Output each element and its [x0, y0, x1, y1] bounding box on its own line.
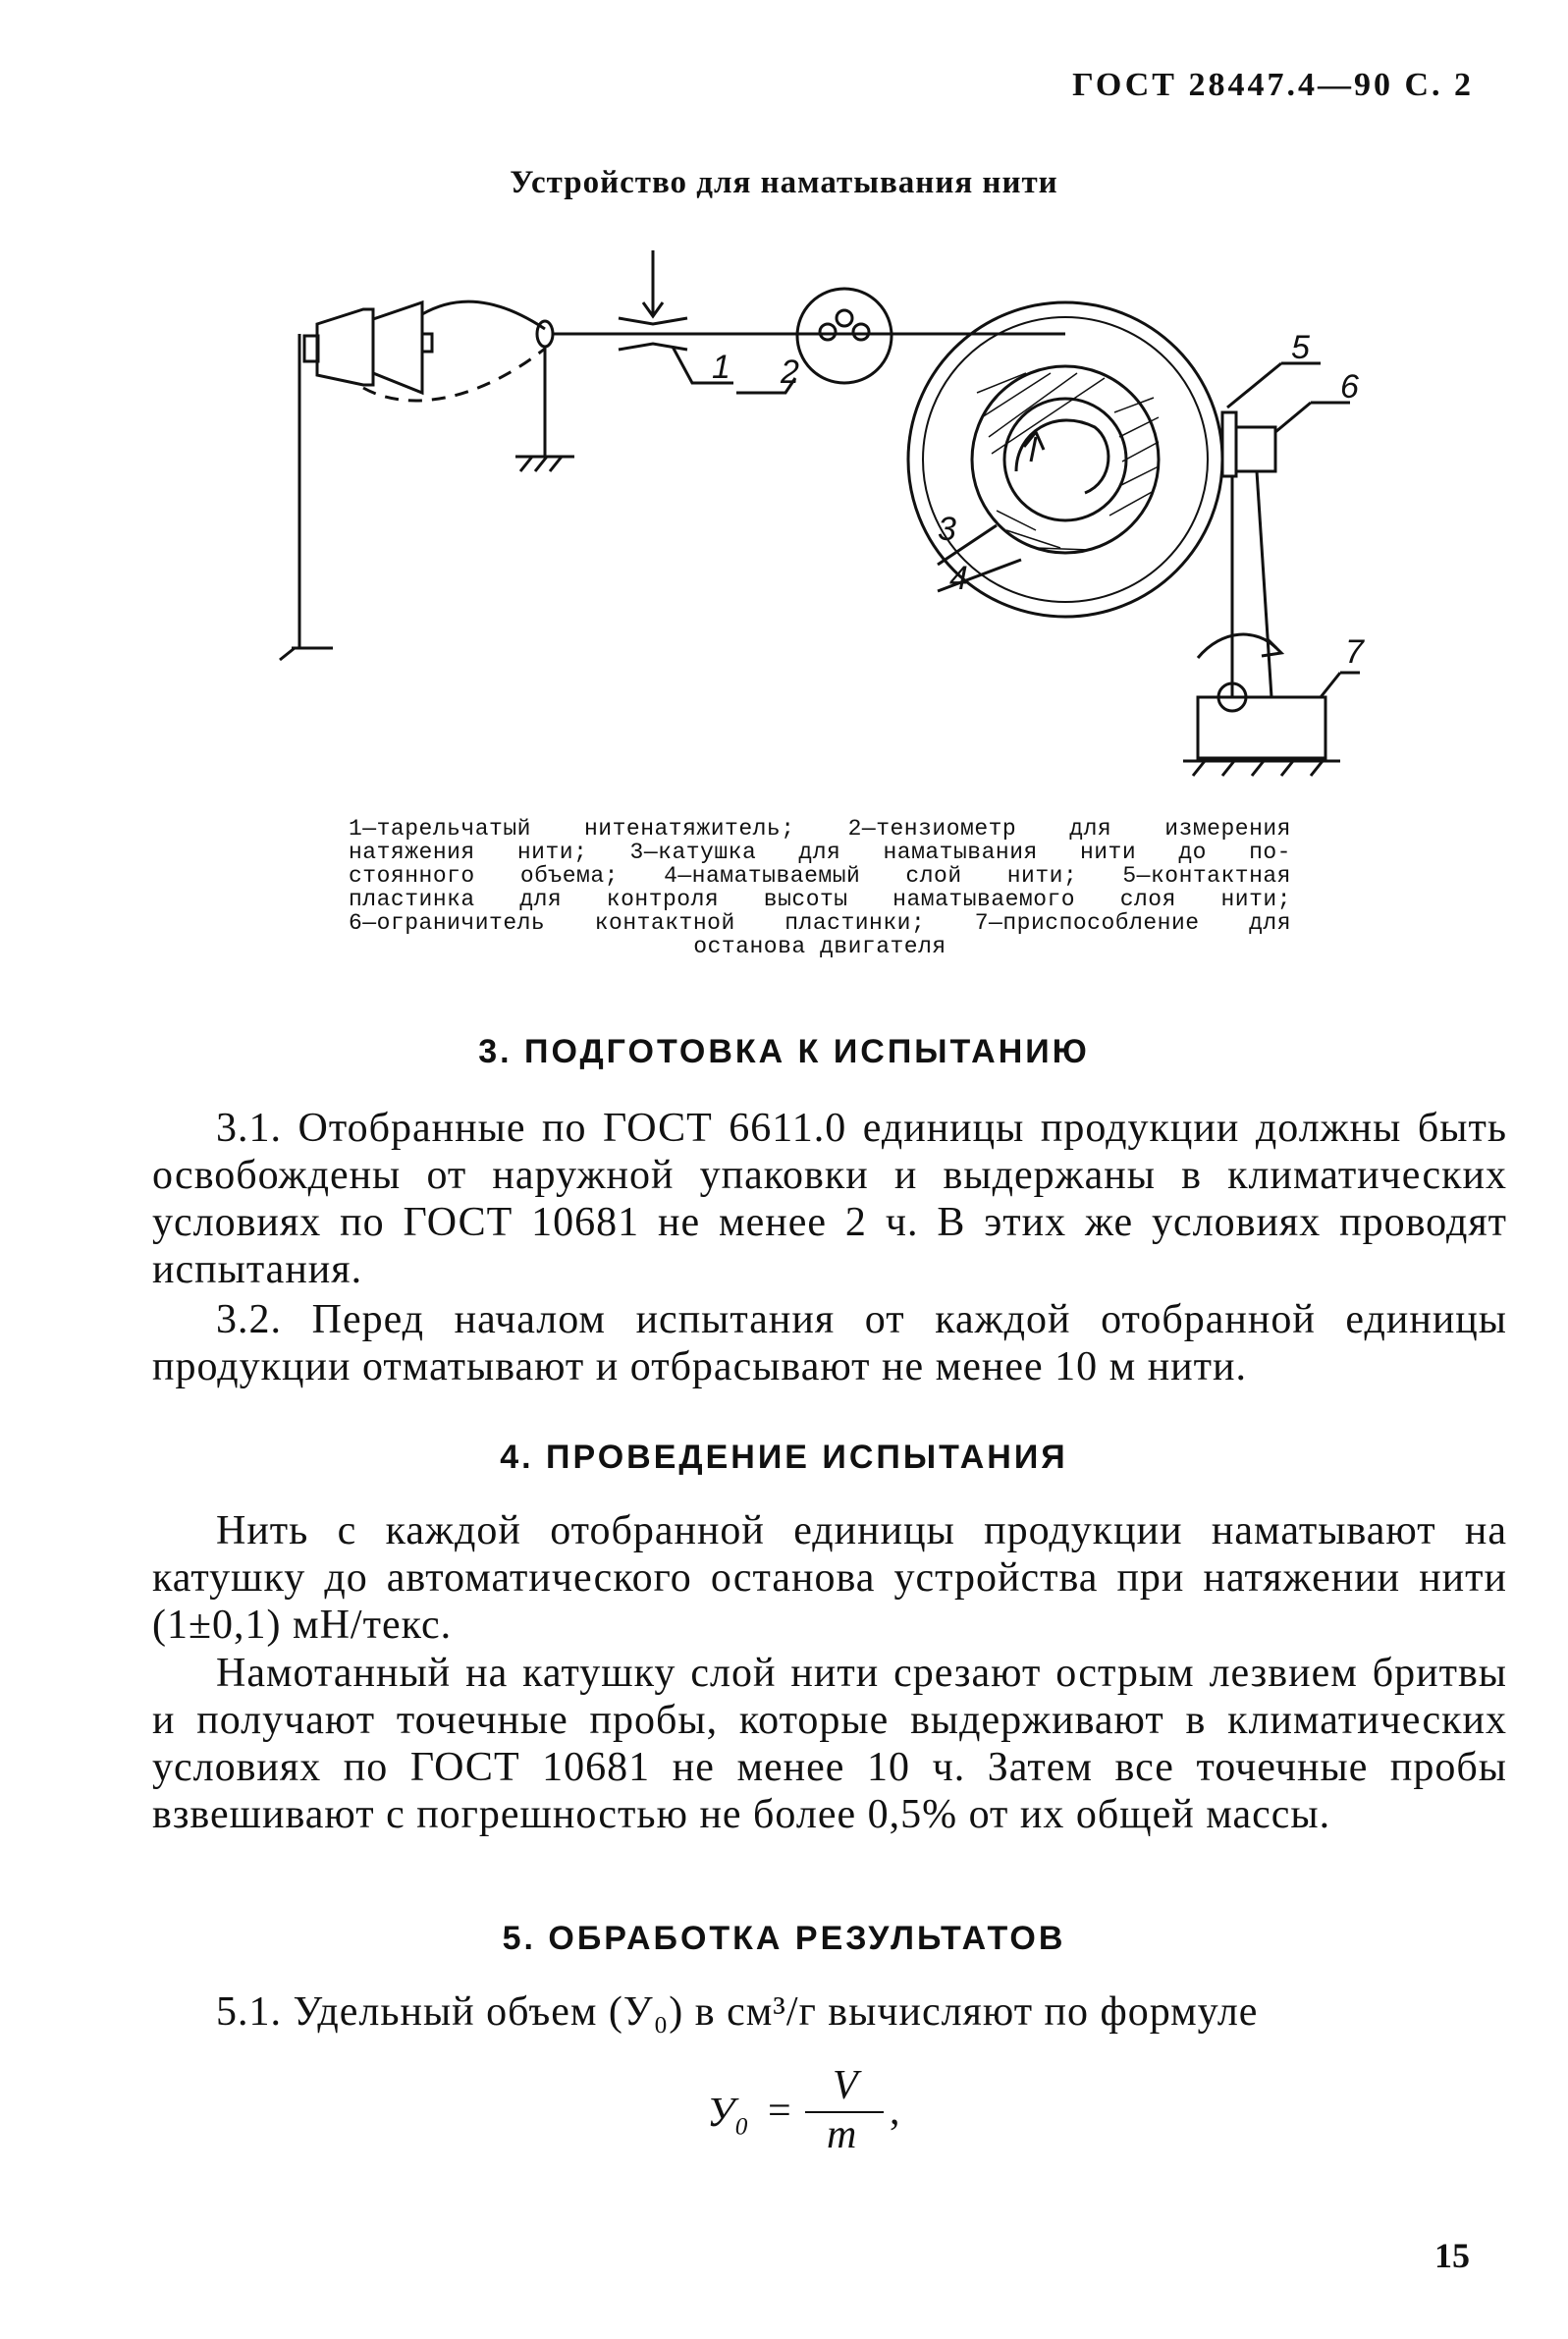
diagram-label-2: 2 — [781, 354, 799, 391]
caption-line: стоянного объема; 4—наматываемый слой нити; 5—контактная — [349, 863, 1291, 889]
section-4-heading: 4. ПРОВЕДЕНИЕ ИСПЫТАНИЯ — [500, 1439, 1068, 1476]
page-number: 15 — [1434, 2236, 1470, 2275]
figure-title: Устройство для наматывания нити — [510, 165, 1058, 200]
caption-line: останова двигателя — [693, 934, 946, 959]
paragraph-text: 5.1. Удельный объем (У₀) в см³/г вычисляют по формуле — [216, 1989, 1259, 2035]
section-3-paragraph-2 — [152, 1296, 1507, 1390]
diagram-label-6: 6 — [1340, 368, 1359, 406]
contact-plate — [1222, 363, 1350, 697]
diagram-label-1: 1 — [712, 349, 730, 386]
formula-comma: , — [890, 2089, 900, 2134]
caption-line: 1—тарельчатый нитенатяжитель; 2—тензиометр для измерения — [349, 816, 1291, 842]
caption-line: 6—ограничитель контактной пластинки; 7—приспособление для — [349, 910, 1291, 936]
thread-winding-device-diagram — [250, 236, 1399, 805]
paragraph-text: 3.2. Перед началом испытания от каждой отобранной единицы продукции отматывают и отбрасывают не менее 10 м нити. — [152, 1297, 1507, 1389]
formula-lhs: У₀ — [707, 2091, 749, 2136]
paragraph-text: Намотанный на катушку слой нити срезают острым лезвием бритвы и получают точечные пробы, которые выдерживают в климатических условиях по ГОСТ 10681 не менее 10 ч. Затем все точечные пробы взвешивают с погрешностью не более 0,5% от их общей массы. — [152, 1651, 1507, 1837]
section-3-heading: 3. ПОДГОТОВКА К ИСПЫТАНИЮ — [478, 1033, 1090, 1070]
formula-numerator: V — [833, 2063, 858, 2108]
diagram-label-7: 7 — [1345, 633, 1364, 671]
section-3-paragraph-1 — [152, 1105, 1507, 1293]
section-5-paragraph-1 — [152, 1988, 1507, 2036]
diagram-label-5: 5 — [1291, 329, 1310, 366]
caption-line: пластинка для контроля высоты наматываемого слоя нити; — [349, 887, 1291, 912]
document-header: ГОСТ 28447.4—90 С. 2 — [1072, 67, 1474, 103]
section-5-heading: 5. ОБРАБОТКА РЕЗУЛЬТАТОВ — [502, 1920, 1066, 1957]
formula-denominator: m — [827, 2112, 857, 2157]
diagram-label-4: 4 — [949, 560, 968, 597]
specific-volume-formula — [707, 2062, 962, 2157]
figure-caption — [349, 817, 1291, 958]
section-4-paragraph-1 — [152, 1507, 1507, 1649]
section-4-paragraph-2 — [152, 1650, 1507, 1838]
stop-device — [1183, 634, 1360, 776]
diagram-label-3: 3 — [938, 511, 956, 548]
caption-line: натяжения нити; 3—катушка для наматывания нити до по- — [349, 840, 1291, 865]
bobbin-holder — [280, 301, 545, 660]
tensiometer — [736, 289, 892, 393]
thread-guide — [515, 321, 574, 471]
paragraph-text: 3.1. Отобранные по ГОСТ 6611.0 единицы продукции должны быть освобождены от наружной упаковки и выдержаны в климатических условиях по ГОСТ 10681 не менее 2 ч. В этих же условиях проводят испытания. — [152, 1106, 1507, 1292]
formula-equals: = — [768, 2089, 791, 2134]
paragraph-text: Нить с каждой отобранной единицы продукции наматывают на катушку до автоматического останова устройства при натяжении нити (1±0,1) мН/текс. — [152, 1508, 1507, 1648]
